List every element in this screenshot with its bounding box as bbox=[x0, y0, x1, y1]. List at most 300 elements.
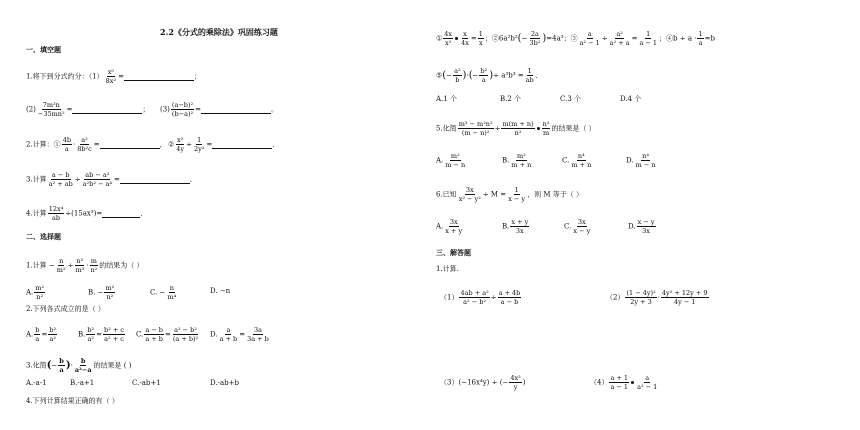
punct: ． bbox=[189, 175, 197, 184]
fraction bbox=[460, 30, 470, 47]
answer-blank[interactable] bbox=[100, 141, 160, 149]
denominator: a² − 1 bbox=[637, 383, 658, 391]
fill-q5-prefix: 3.计算 bbox=[26, 175, 47, 184]
fraction bbox=[62, 136, 72, 153]
fill-question-1 bbox=[26, 68, 201, 85]
fraction bbox=[444, 152, 466, 169]
numerator: m² bbox=[105, 284, 115, 292]
circle-number: ④ bbox=[666, 34, 674, 43]
problem-2: （2） $\frac{\text{(1 − 4y)²}}{2y + 3}$ · $\frac{\text{4y² + 12y + 9}}{4y - 1}$ bbox=[606, 289, 708, 306]
choice-tail: 的结果是（ ） bbox=[551, 124, 596, 133]
punct: ． bbox=[140, 209, 148, 218]
document-title: 2.2《分式的乘除法》巩固练习题 bbox=[160, 27, 278, 37]
denominator: m + n bbox=[511, 161, 532, 169]
choice-2-option-a[interactable]: A. $\frac{b}{a}$ = $\frac{\text{b²}}{\text{a²}}$ bbox=[26, 326, 57, 343]
problem-4 bbox=[590, 374, 659, 391]
fill-question-3 bbox=[160, 101, 278, 118]
numerator: b² bbox=[49, 326, 57, 334]
fraction bbox=[570, 152, 592, 169]
denominator: a² + a bbox=[609, 39, 630, 47]
fraction bbox=[625, 289, 656, 306]
fraction bbox=[48, 326, 57, 343]
numerator: 1 bbox=[698, 30, 703, 38]
answer-blank[interactable] bbox=[212, 141, 272, 149]
fraction bbox=[37, 101, 66, 118]
fraction bbox=[637, 218, 656, 235]
fraction bbox=[509, 374, 521, 391]
numerator: x bbox=[463, 30, 467, 38]
denominator: m bbox=[542, 129, 550, 137]
q4-option-b[interactable]: B.2 个 bbox=[500, 95, 522, 103]
choice-stem: 6.已知 bbox=[436, 190, 457, 199]
fraction bbox=[609, 374, 629, 391]
choice-question-2: 2.下列各式成立的是（ ） bbox=[26, 305, 105, 313]
fraction bbox=[34, 284, 45, 301]
punct: ； bbox=[142, 105, 150, 114]
bracket: ) bbox=[65, 360, 71, 371]
denominator: a + b bbox=[219, 335, 238, 343]
numerator: 3x bbox=[577, 218, 586, 226]
equals: = bbox=[113, 175, 120, 184]
numerator: (1 − 4y)² bbox=[626, 289, 656, 297]
circle-number: ③ bbox=[570, 34, 578, 43]
option-letter: D. bbox=[628, 222, 636, 231]
denominator: a² − b² bbox=[463, 298, 486, 306]
denominator: a + b bbox=[145, 335, 163, 343]
denominator: x² − y² bbox=[458, 195, 481, 203]
fraction bbox=[56, 257, 67, 274]
numerator: m² bbox=[516, 152, 526, 160]
fraction bbox=[525, 67, 535, 84]
choice-tail: ，则 M 等于（ ） bbox=[527, 190, 583, 199]
denominator: x² bbox=[445, 39, 452, 47]
choice-5-option-a[interactable] bbox=[436, 152, 467, 169]
numerator: 4x² bbox=[510, 374, 521, 382]
choice-6-option-d[interactable] bbox=[628, 218, 657, 235]
choice-question-4: 4.下列计算结果正确的有（ ） bbox=[26, 397, 119, 405]
denominator: 3a + b bbox=[247, 335, 269, 343]
numerator: b bbox=[59, 357, 64, 365]
denominator: n² bbox=[106, 293, 114, 301]
numerator: n² bbox=[76, 257, 84, 265]
fraction bbox=[579, 30, 601, 47]
bracket: ( bbox=[46, 360, 52, 371]
punct: ； bbox=[659, 34, 667, 43]
answer-blank[interactable] bbox=[201, 106, 271, 114]
numerator: 3a bbox=[253, 326, 262, 334]
numerator: 1 bbox=[197, 136, 202, 144]
dot-mark bbox=[631, 381, 634, 384]
numerator: (a−b)² bbox=[171, 101, 194, 109]
numerator: a² bbox=[616, 30, 623, 38]
bracket: ) bbox=[489, 70, 494, 81]
section-answer-heading: 三、解答题 bbox=[436, 248, 471, 257]
choice-3-option-c[interactable]: C.-ab+1 bbox=[132, 379, 161, 387]
numerator: 1 bbox=[514, 186, 519, 194]
fraction bbox=[166, 284, 177, 301]
denominator: m − n bbox=[635, 161, 656, 169]
numerator: 3x bbox=[449, 218, 458, 226]
numerator: a bbox=[226, 326, 231, 334]
fraction bbox=[459, 289, 489, 306]
denominator: a² bbox=[49, 335, 56, 343]
section-choice-heading: 二、选择题 bbox=[26, 232, 61, 241]
dot-mark bbox=[537, 127, 540, 130]
fraction bbox=[498, 289, 522, 306]
fraction bbox=[175, 136, 185, 153]
choice-2-option-b[interactable]: B. $\frac{\text{b²}}{\text{a²}}$ = $\frac{\text{b² + c}}{\text{a² + c}}$ bbox=[78, 326, 125, 343]
denominator: m³ bbox=[75, 266, 85, 274]
choice-1-option-d[interactable]: D. −n bbox=[210, 287, 231, 295]
fraction bbox=[443, 30, 453, 47]
fraction bbox=[510, 218, 529, 235]
denominator: a² bbox=[87, 335, 94, 343]
fraction bbox=[542, 120, 551, 137]
fraction bbox=[510, 152, 532, 169]
numerator: a bbox=[645, 374, 650, 382]
expression: b ÷ a · bbox=[673, 34, 697, 43]
denominator: x − y bbox=[508, 195, 526, 203]
numerator: x⁵ bbox=[107, 68, 114, 76]
fraction bbox=[76, 136, 93, 153]
denominator: x − y bbox=[573, 227, 591, 235]
fill-question-4: 2.计算：① $\frac{4b}{a}$ · $\frac{\text{a²}}{\text{8b²c}}$ = ， bbox=[26, 136, 167, 153]
choice-question-5: 5.化简 $\frac{\text{m³ − m²n²}}{\text{(m − n)²}}$ ÷ $\frac{m(m + n)}{\text{n²}}$ $\frac{\text{n²}}{m}$ 的结果是（ ） bbox=[436, 120, 596, 137]
numerator: m² bbox=[450, 152, 460, 160]
option-letter: C. bbox=[564, 222, 572, 231]
left-page bbox=[0, 0, 425, 430]
choice-tail: 的结果为（ ） bbox=[99, 261, 144, 270]
denominator: 8x² bbox=[105, 77, 117, 85]
option-letter: A. bbox=[26, 288, 34, 297]
denominator: n² bbox=[514, 129, 522, 137]
denominator: 3b² bbox=[529, 39, 541, 47]
answer-question-1: 1.计算. bbox=[436, 265, 459, 273]
expression: 6a²b² bbox=[498, 34, 518, 43]
fraction bbox=[82, 171, 113, 188]
option-letter: C. − bbox=[150, 288, 166, 297]
fraction bbox=[172, 326, 199, 343]
punct: ； bbox=[193, 72, 201, 81]
equals: = bbox=[66, 105, 73, 114]
fraction bbox=[479, 67, 488, 84]
numerator: x + y bbox=[511, 218, 529, 226]
choice-6-option-b[interactable] bbox=[502, 218, 530, 235]
fraction bbox=[635, 152, 657, 169]
choice-1-option-a[interactable] bbox=[26, 284, 46, 301]
problem-label: （3） bbox=[440, 378, 459, 387]
numerator: n bbox=[169, 284, 174, 292]
fraction bbox=[193, 136, 205, 153]
numerator: a + 4b bbox=[498, 289, 521, 297]
option-letter: B. bbox=[78, 330, 86, 339]
fraction bbox=[74, 257, 85, 274]
fraction bbox=[58, 357, 65, 374]
denominator: (a + b)² bbox=[172, 335, 199, 343]
denominator: m + n bbox=[571, 161, 592, 169]
fraction bbox=[34, 326, 40, 343]
equals: = bbox=[206, 140, 213, 149]
numerator: a² bbox=[454, 67, 461, 75]
numerator: 1 bbox=[527, 67, 532, 75]
punct: ． bbox=[535, 71, 543, 80]
choice-question-6 bbox=[436, 186, 583, 203]
expression: =4a³ bbox=[546, 34, 564, 43]
problem-label: （4） bbox=[590, 378, 609, 387]
problem-1 bbox=[440, 289, 522, 306]
numerator: n² bbox=[542, 120, 550, 128]
choice-6-option-c[interactable] bbox=[564, 218, 592, 235]
denominator: a bbox=[481, 76, 486, 84]
statement-1: ① $\frac{4x}{\text{x²}}$ $\frac{x}{4x}$ = $\frac{1}{x}$ ；②6a²b²(− $\frac{2a}{\text{3b²}}$ )=4a³；③ $\frac{a}{\text{a² − 1}}$ ÷ $\frac{\text{a²}}{\text{a² + a}}$ = $\frac{1}{a - 1}$ ；④b ÷ a · $\frac{1}{a}$ =b bbox=[436, 30, 715, 47]
denominator: 2y + 3 bbox=[630, 298, 652, 306]
option-letter: A. bbox=[436, 222, 444, 231]
punct: 。 bbox=[270, 105, 278, 114]
right-page bbox=[430, 0, 860, 430]
denominator: a bbox=[59, 366, 64, 374]
denominator: a² + c bbox=[104, 335, 124, 343]
option-letter: D. bbox=[210, 330, 218, 339]
option-letter: D. bbox=[626, 156, 634, 165]
numerator: m² bbox=[35, 284, 45, 292]
punct: ， bbox=[159, 140, 167, 149]
denominator: a bbox=[64, 145, 69, 153]
numerator: a bbox=[587, 30, 592, 38]
numerator: x − y bbox=[637, 218, 655, 226]
numerator: b bbox=[80, 357, 86, 365]
denominator: a² − 1 bbox=[579, 39, 600, 47]
fraction bbox=[104, 284, 115, 301]
fraction bbox=[697, 30, 703, 47]
fraction bbox=[661, 289, 709, 306]
numerator: m³ − m²n² bbox=[458, 120, 493, 128]
dot-mark bbox=[455, 37, 458, 40]
denominator: x bbox=[479, 39, 483, 47]
choice-question-3: 3.化简(− $\frac{b}{a}$ )· $\frac{b}{\text{a²−a}}$ 的结果是 ( ) bbox=[26, 357, 132, 374]
denominator: 8b²c bbox=[77, 145, 92, 153]
denominator: a − 1 bbox=[639, 39, 658, 47]
choice-stem: 5.化简 bbox=[436, 124, 457, 133]
denominator: a − 1 bbox=[610, 383, 629, 391]
denominator: y bbox=[513, 383, 518, 391]
bracket: ( bbox=[442, 70, 447, 81]
expression: ÷ a³b³ = bbox=[493, 71, 524, 80]
numerator: 2a bbox=[530, 30, 539, 38]
choice-1-option-c[interactable] bbox=[150, 284, 178, 301]
numerator: m(m + n) bbox=[502, 120, 534, 128]
fill-q2-prefix: (2) bbox=[26, 105, 36, 114]
fraction bbox=[501, 120, 534, 137]
choice-5-option-c[interactable] bbox=[562, 152, 593, 169]
numerator: 1 bbox=[646, 30, 651, 38]
denominator: −35mn² bbox=[37, 110, 65, 118]
denominator: 4y bbox=[176, 145, 185, 153]
fraction bbox=[86, 326, 95, 343]
fraction bbox=[105, 68, 117, 85]
denominator: m − n bbox=[445, 161, 466, 169]
denominator: n² bbox=[36, 293, 44, 301]
numerator: 7m²n bbox=[42, 101, 60, 109]
choice-stem: 1.计算 − bbox=[26, 261, 55, 270]
denominator: (m − n)² bbox=[461, 129, 490, 137]
problem-3 bbox=[440, 374, 525, 391]
numerator: b² + c bbox=[104, 326, 125, 334]
fill-q4-prefix: 2.计算：① bbox=[26, 140, 61, 149]
bracket: ) bbox=[462, 70, 467, 81]
choice-3-option-a[interactable]: A.-a-1 bbox=[26, 379, 47, 387]
denominator: a bbox=[698, 39, 703, 47]
operator: ÷ bbox=[490, 293, 497, 302]
numerator: a² − b² bbox=[174, 326, 197, 334]
fraction bbox=[458, 186, 482, 203]
circle-number: ⑤ bbox=[436, 71, 443, 80]
denominator: a²−a bbox=[74, 366, 92, 374]
numerator: 12x⁴ bbox=[48, 205, 64, 213]
fraction bbox=[246, 326, 270, 343]
numerator: 4x bbox=[444, 30, 453, 38]
expression: (−16x⁴y) ÷ (− bbox=[458, 378, 509, 387]
fraction bbox=[103, 326, 125, 343]
answer-blank[interactable] bbox=[72, 106, 142, 114]
denominator: x + y bbox=[445, 227, 463, 235]
fraction bbox=[636, 374, 658, 391]
denominator: n² bbox=[90, 266, 98, 274]
denominator: 3x bbox=[642, 227, 650, 235]
fraction bbox=[453, 67, 461, 84]
choice-2-option-d[interactable]: D. $\frac{a}{a + b}$ = $\frac{3a}{3a + b}$ bbox=[210, 326, 269, 343]
fraction bbox=[458, 120, 494, 137]
option-letter: A. bbox=[26, 330, 34, 339]
fraction bbox=[528, 30, 541, 47]
numerator: b bbox=[35, 326, 40, 334]
expression: ÷(15ax³)= bbox=[65, 209, 103, 218]
option-letter: A. bbox=[436, 156, 444, 165]
circle-number: ② bbox=[491, 34, 499, 43]
equals: = bbox=[118, 72, 124, 81]
fill-question-5: 3.计算 $\frac{a - b}{\text{a² + ab}}$ ÷ $\frac{\text{ab − a²}}{\text{a²b² − a⁴}}$ = ． bbox=[26, 171, 197, 188]
bracket: ( bbox=[468, 70, 473, 81]
numerator: 3x bbox=[465, 186, 474, 194]
punct: ； bbox=[484, 34, 492, 43]
choice-question-1: 1.计算 − $\frac{n}{\text{m²}}$ ÷ $\frac{\text{n²}}{\text{m³}}$ · $\frac{m}{\text{n²}}$ 的结果为（ ） bbox=[26, 257, 144, 274]
choice-3-option-b[interactable]: B.-a+1 bbox=[70, 379, 95, 387]
choice-6-option-a[interactable] bbox=[436, 218, 464, 235]
circle-number: ② bbox=[168, 140, 175, 149]
numerator: a − b bbox=[145, 326, 163, 334]
fill-q6-prefix: 4.计算 bbox=[26, 209, 47, 218]
numerator: x² bbox=[177, 136, 184, 144]
fraction bbox=[478, 30, 484, 47]
choice-3-option-d[interactable]: D.-ab+b bbox=[210, 379, 239, 387]
denominator: 4x bbox=[461, 39, 469, 47]
statement-5: ⑤(− $\frac{\text{a²}}{b}$ )·(− $\frac{\text{b²}}{a}$ )÷ a³b³ = $\frac{1}{ab}$ ． bbox=[436, 67, 543, 84]
fraction bbox=[74, 357, 93, 374]
numerator: n⁴ bbox=[642, 152, 649, 160]
fraction bbox=[444, 218, 463, 235]
denominator: m² bbox=[56, 266, 66, 274]
expression: =b bbox=[704, 34, 715, 43]
numerator: a − b bbox=[51, 171, 70, 179]
fill-question-4b: ② $\frac{\text{x²}}{4y}$ ÷ $\frac{1}{\text{2y²}}$ = ． bbox=[168, 136, 280, 153]
fraction bbox=[609, 30, 631, 47]
fill-q3-prefix: (3) bbox=[160, 105, 170, 114]
fill-q1-prefix: 1.将下到分式约分：（1） bbox=[26, 72, 104, 81]
punct: ． bbox=[272, 140, 280, 149]
numerator: 4ab + a² bbox=[460, 289, 489, 297]
fraction bbox=[171, 101, 194, 118]
fraction bbox=[144, 326, 164, 343]
numerator: 4y² + 12y + 9 bbox=[661, 289, 708, 297]
option-letter: B. bbox=[502, 222, 510, 231]
fraction bbox=[48, 171, 74, 188]
denominator: b bbox=[455, 76, 460, 84]
denominator: a²b² − a⁴ bbox=[82, 180, 112, 188]
expression: ) bbox=[522, 378, 526, 387]
numerator: 1 bbox=[478, 30, 483, 38]
denominator: 4y − 1 bbox=[673, 298, 696, 306]
denominator: (b−a)² bbox=[171, 110, 194, 118]
fraction bbox=[572, 218, 591, 235]
numerator: n⁴ bbox=[577, 152, 585, 160]
numerator: m bbox=[90, 257, 97, 265]
choice-tail: 的结果是 ( ) bbox=[93, 361, 132, 370]
q4-option-d[interactable]: D.4 个 bbox=[620, 95, 642, 103]
circle-number: ① bbox=[436, 34, 443, 43]
option-letter: B. bbox=[502, 156, 510, 165]
numerator: b² bbox=[480, 67, 488, 75]
fraction bbox=[48, 205, 65, 222]
q4-option-c[interactable]: C.3 个 bbox=[560, 95, 582, 103]
numerator: n bbox=[59, 257, 64, 265]
q4-option-a[interactable]: A.1 个 bbox=[436, 95, 457, 103]
denominator: 3x bbox=[515, 227, 524, 235]
numerator: 4b bbox=[62, 136, 71, 144]
answer-blank[interactable] bbox=[120, 176, 190, 184]
choice-5-option-d[interactable] bbox=[626, 152, 658, 169]
fraction bbox=[89, 257, 98, 274]
denominator: m⁴ bbox=[167, 293, 177, 301]
denominator: ab bbox=[51, 214, 60, 222]
numerator: b² bbox=[87, 326, 95, 334]
equals: = bbox=[93, 140, 100, 149]
option-letter: B. − bbox=[88, 288, 104, 297]
equals: = bbox=[195, 105, 201, 114]
numerator: a² bbox=[81, 136, 88, 144]
punct: ； bbox=[563, 34, 571, 43]
choice-2-option-c[interactable]: C. $\frac{a - b}{a + b}$ = $\frac{\text{a² − b²}}{\text{(a + b)²}}$ bbox=[136, 326, 199, 343]
bracket: ) bbox=[542, 33, 547, 44]
choice-1-option-b[interactable] bbox=[88, 284, 116, 301]
option-letter: C. bbox=[562, 156, 570, 165]
answer-blank[interactable] bbox=[102, 210, 140, 218]
problem-label: （1） bbox=[440, 293, 459, 302]
bracket: ( bbox=[517, 33, 522, 44]
denominator: 2y² bbox=[193, 145, 205, 153]
numerator: ab − a² bbox=[85, 171, 110, 179]
fill-question-6 bbox=[26, 205, 147, 222]
problem-label: （2） bbox=[606, 293, 625, 302]
fraction bbox=[219, 326, 239, 343]
denominator: ab bbox=[525, 76, 534, 84]
choice-5-option-b[interactable] bbox=[502, 152, 533, 169]
section-fill-heading: 一、填空题 bbox=[26, 45, 61, 54]
numerator: a + 1 bbox=[610, 374, 629, 382]
denominator: a − b bbox=[500, 298, 519, 306]
denominator: a² + ab bbox=[48, 180, 73, 188]
choice-stem: 3.化简 bbox=[26, 361, 47, 370]
answer-blank[interactable] bbox=[124, 73, 194, 81]
fraction bbox=[507, 186, 526, 203]
